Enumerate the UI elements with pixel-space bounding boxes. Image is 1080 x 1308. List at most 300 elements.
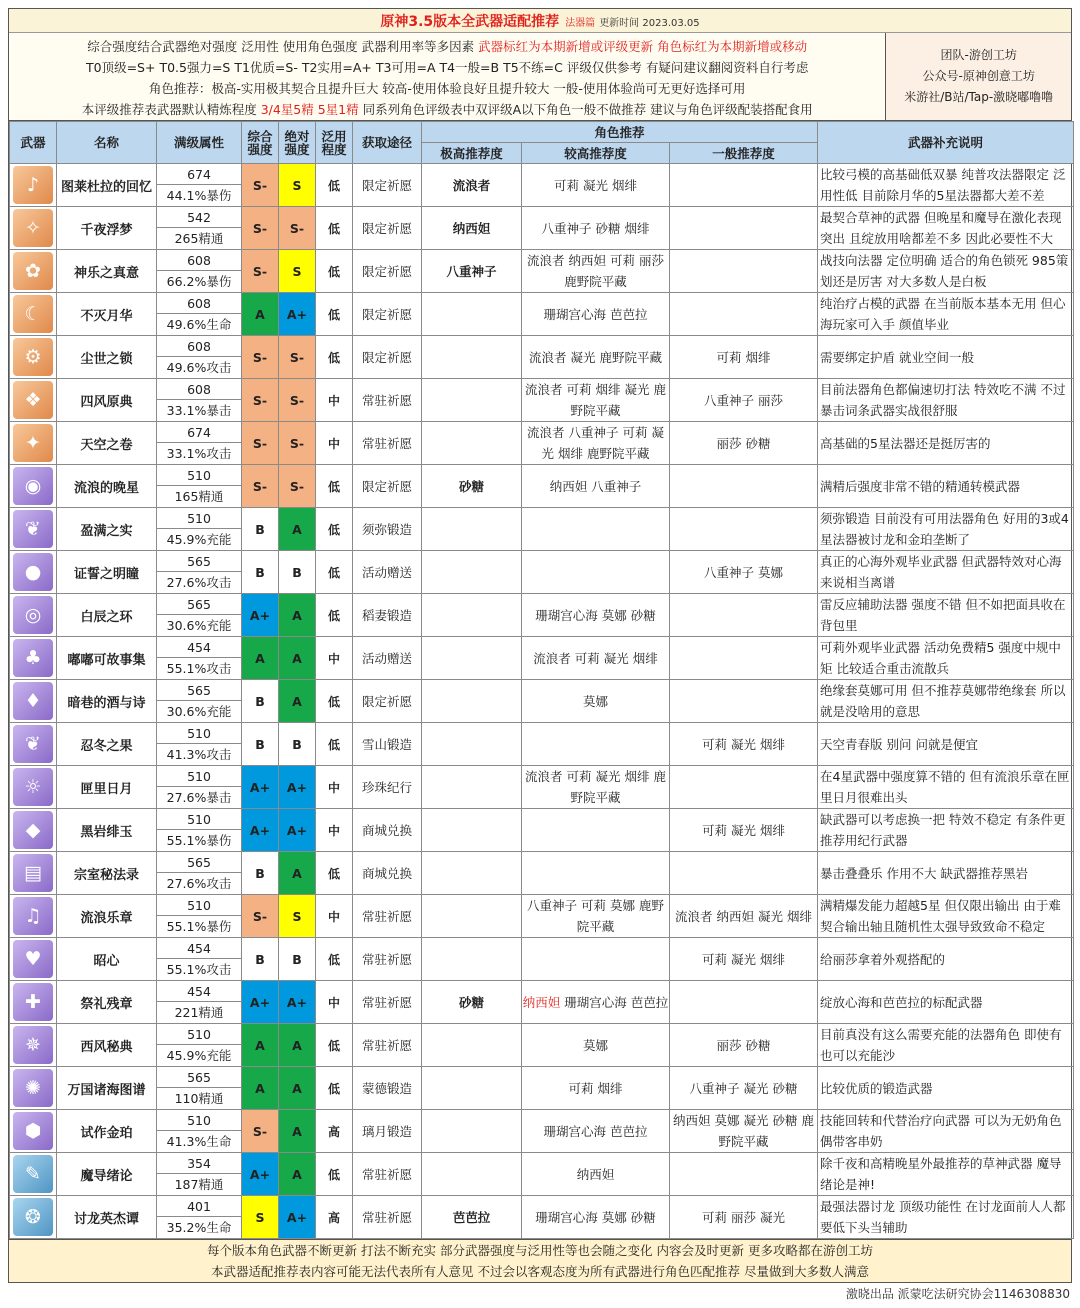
versatility: 低: [316, 207, 353, 250]
title-bar: [9, 9, 1071, 33]
source: 常驻祈愿: [353, 1196, 422, 1239]
rec-mid: [522, 594, 670, 637]
weapon-table: [9, 121, 1074, 1239]
absolute-rank: B: [279, 938, 316, 981]
overall-rank: B: [242, 723, 279, 766]
weapon-note: 须弥锻造 目前没有可用法器角色 好用的3或4星法器被讨龙和金珀垄断了: [818, 508, 1074, 551]
sub-stat: 187精通: [174, 1177, 224, 1192]
weapon-row: [10, 250, 1074, 293]
weapon-name: 暗巷的酒与诗: [57, 680, 157, 723]
weapon-name: 神乐之真意: [57, 250, 157, 293]
weapon-stats: [157, 637, 242, 680]
rec-low: 可莉 凝光 烟绯: [670, 938, 818, 981]
overall-rank: S-: [242, 895, 279, 938]
rec-high: [422, 336, 522, 379]
weapon-stats: [157, 895, 242, 938]
versatility: 低: [316, 680, 353, 723]
credit: 激晓出品 派蒙吃法研究协会1146308830: [845, 1287, 1070, 1301]
weapon-stats: [157, 852, 242, 895]
absolute-rank: B: [279, 723, 316, 766]
weapon-name: 白辰之环: [57, 594, 157, 637]
versatility: 中: [316, 895, 353, 938]
rec-high: [422, 938, 522, 981]
rec-mid: [522, 809, 670, 852]
ritual-icon: ✚: [13, 983, 53, 1021]
weapon-note: 给丽莎拿着外观搭配的: [818, 938, 1074, 981]
col-absolute: 绝对强度: [279, 122, 316, 164]
rec-mid-text: 可莉 烟绯: [568, 1080, 623, 1096]
rec-mid-text: 纳西妲 八重神子: [549, 478, 642, 494]
lamp-icon: ✧: [13, 209, 53, 247]
col-name: 名称: [57, 122, 157, 164]
versatility: 低: [316, 250, 353, 293]
sub-stat: 27.6%攻击: [166, 876, 232, 891]
source: 常驻祈愿: [353, 895, 422, 938]
base-atk: 510: [157, 723, 241, 744]
overall-rank: B: [242, 508, 279, 551]
overall-rank: S-: [242, 1110, 279, 1153]
source: 蒙德锻造: [353, 1067, 422, 1110]
weapon-row: [10, 594, 1074, 637]
versatility: 低: [316, 465, 353, 508]
rec-mid-text: 流浪者 可莉 凝光 烟绯 鹿野院平藏: [525, 769, 666, 805]
rec-high: [422, 422, 522, 465]
weapon-icon-cell: [10, 250, 57, 293]
source: 常驻祈愿: [353, 1024, 422, 1067]
rec-low: [670, 207, 818, 250]
versatility: 低: [316, 938, 353, 981]
rec-mid: [522, 164, 670, 207]
weapon-note: 最强法器讨龙 顶级功能性 在讨龙面前人人都要低下头当辅助: [818, 1196, 1074, 1239]
weapon-row: [10, 680, 1074, 723]
rec-high: [422, 680, 522, 723]
rec-mid: [522, 293, 670, 336]
weapon-icon-cell: [10, 1153, 57, 1196]
rec-mid: [522, 723, 670, 766]
rec-mid: [522, 508, 670, 551]
rec-mid-text: 珊瑚宫心海 芭芭拉: [543, 306, 648, 322]
weapon-stats: [157, 250, 242, 293]
overall-rank: A+: [242, 809, 279, 852]
rec-high: 纳西妲: [422, 207, 522, 250]
weapon-row: [10, 809, 1074, 852]
base-atk: 674: [157, 422, 241, 443]
versatility: 中: [316, 766, 353, 809]
versatility: 低: [316, 508, 353, 551]
info-line-3: 角色推荐：极高-实用极其契合且提升巨大 较高-使用体验良好且提升较大 一般-使用体验尚可无更好选择可用: [148, 81, 746, 96]
rec-mid: [522, 1153, 670, 1196]
header-row-1: [10, 122, 1074, 143]
col-source: 获取途径: [353, 122, 422, 164]
info-line-4: [9, 99, 885, 120]
rec-high: 八重神子: [422, 250, 522, 293]
rec-low: 可莉 凝光 烟绯: [670, 809, 818, 852]
absolute-rank: S-: [279, 422, 316, 465]
weapon-stats: [157, 465, 242, 508]
rec-mid-text: 莫娜: [582, 693, 608, 709]
rec-mid-text: 珊瑚宫心海 莫娜 砂糖: [535, 1209, 656, 1225]
weapon-icon-cell: [10, 1024, 57, 1067]
source: 常驻祈愿: [353, 938, 422, 981]
footer-line-2: 本武器适配推荐表内容可能无法代表所有人意见 不过会以客观态度为所有武器进行角色匹配推荐 尽量做到大多数人满意: [211, 1264, 869, 1279]
base-atk: 565: [157, 1067, 241, 1088]
rec-high: [422, 551, 522, 594]
weapon-row: [10, 637, 1074, 680]
weapon-icon-cell: [10, 594, 57, 637]
base-atk: 510: [157, 1024, 241, 1045]
rec-mid-text: 八重神子 砂糖 烟绯: [541, 220, 650, 236]
weapon-name: 忍冬之果: [57, 723, 157, 766]
info-text: 同系列角色评级表中双评级A以下角色一般不做推荐 建议与角色评级配装搭配食用: [358, 102, 813, 117]
versatility: 低: [316, 336, 353, 379]
rec-low: [670, 981, 818, 1024]
base-atk: 510: [157, 895, 241, 916]
weapon-name: 千夜浮梦: [57, 207, 157, 250]
weapon-note: 可莉外观毕业武器 活动免费精5 强度中规中矩 比较适合重击流散兵: [818, 637, 1074, 680]
versatility: 低: [316, 293, 353, 336]
rec-mid-text: 莫娜: [582, 1037, 608, 1053]
weapon-icon-cell: [10, 293, 57, 336]
absolute-rank: A: [279, 1153, 316, 1196]
weapon-row: [10, 938, 1074, 981]
sub-stat: 49.6%生命: [166, 317, 232, 332]
weapon-icon-cell: [10, 379, 57, 422]
weapon-icon-cell: [10, 207, 57, 250]
weapon-name: 西风秘典: [57, 1024, 157, 1067]
source: 常驻祈愿: [353, 379, 422, 422]
rec-mid: [522, 422, 670, 465]
weapon-icon-cell: [10, 895, 57, 938]
weapon-note: 暴击叠叠乐 作用不大 缺武器推荐黑岩: [818, 852, 1074, 895]
sub-stat: 33.1%攻击: [166, 446, 232, 461]
source: 稻妻锻造: [353, 594, 422, 637]
weapon-row: [10, 336, 1074, 379]
rec-low: [670, 164, 818, 207]
weapon-stats: [157, 293, 242, 336]
source: 活动赠送: [353, 551, 422, 594]
versatility: 中: [316, 981, 353, 1024]
rec-mid: [522, 379, 670, 422]
base-atk: 454: [157, 938, 241, 959]
overall-rank: S-: [242, 164, 279, 207]
versatility: 高: [316, 1110, 353, 1153]
page-title: 原神3.5版本全武器适配推荐: [380, 14, 560, 30]
weapon-name: 祭礼残章: [57, 981, 157, 1024]
source: 雪山锻造: [353, 723, 422, 766]
ocean-map-icon: ✺: [13, 1069, 53, 1107]
sub-stat: 49.6%攻击: [166, 360, 232, 375]
weapon-icon-cell: [10, 422, 57, 465]
rec-mid-text: 流浪者 可莉 凝光 烟绯: [533, 650, 658, 666]
rec-low: [670, 766, 818, 809]
base-atk: 454: [157, 637, 241, 658]
weapon-row: [10, 981, 1074, 1024]
sub-stat: 30.6%充能: [166, 704, 232, 719]
weapon-note: 战技向法器 定位明确 适合的角色锁死 985策划还是厉害 对大多数人是白板: [818, 250, 1074, 293]
rec-mid-new: 纳西妲: [522, 994, 561, 1010]
rec-mid-text: 流浪者 纳西妲 可莉 丽莎 鹿野院平藏: [527, 253, 664, 289]
rec-mid-text: 八重神子 可莉 莫娜 鹿野院平藏: [527, 898, 664, 934]
absolute-rank: S: [279, 164, 316, 207]
base-atk: 354: [157, 1153, 241, 1174]
weapon-note: 满精爆发能力超越5星 但仅限出输出 由于难契合输出轴且随机性太强导致致命不稳定: [818, 895, 1074, 938]
weapon-name: 天空之卷: [57, 422, 157, 465]
versatility: 中: [316, 637, 353, 680]
info-lines: [9, 33, 885, 120]
info-highlight: 武器标红为本期新增或评级更新 角色标红为本期新增或移动: [478, 39, 808, 54]
rec-high: [422, 594, 522, 637]
absolute-rank: A+: [279, 766, 316, 809]
versatility: 低: [316, 1024, 353, 1067]
weapon-icon-cell: [10, 551, 57, 594]
weapon-note: 技能回转和代替治疗向武器 可以为无奶角色偶带客串奶: [818, 1110, 1074, 1153]
base-atk: 608: [157, 250, 241, 271]
fruit-icon: ❦: [13, 510, 53, 548]
rec-low: 丽莎 砂糖: [670, 422, 818, 465]
rec-mid: [522, 938, 670, 981]
overall-rank: S: [242, 1196, 279, 1239]
rec-mid: [522, 1110, 670, 1153]
rec-mid: [522, 852, 670, 895]
sub-stat: 27.6%暴击: [166, 790, 232, 805]
absolute-rank: A: [279, 1067, 316, 1110]
orb-icon: ◉: [13, 467, 53, 505]
magic-guide-icon: ✎: [13, 1155, 53, 1193]
rec-low: [670, 852, 818, 895]
rec-mid: [522, 250, 670, 293]
rec-high: [422, 293, 522, 336]
weapon-icon-cell: [10, 723, 57, 766]
sub-stat: 35.2%生命: [166, 1220, 232, 1235]
source: 限定祈愿: [353, 207, 422, 250]
sub-stat: 41.3%攻击: [166, 747, 232, 762]
weapon-note: 缺武器可以考虑换一把 特效不稳定 有条件更推荐用纪行武器: [818, 809, 1074, 852]
weapon-row: [10, 723, 1074, 766]
absolute-rank: A+: [279, 293, 316, 336]
rec-low: [670, 680, 818, 723]
sub-stat: 110精通: [174, 1091, 224, 1106]
weapon-stats: [157, 336, 242, 379]
rec-mid: [522, 336, 670, 379]
absolute-rank: A: [279, 852, 316, 895]
base-atk: 608: [157, 293, 241, 314]
source: 限定祈愿: [353, 680, 422, 723]
info-text: 本评级推荐表武器默认精炼程度: [81, 102, 261, 117]
sub-stat: 30.6%充能: [166, 618, 232, 633]
bell-icon: ♪: [13, 166, 53, 204]
weapon-row: [10, 1110, 1074, 1153]
weapon-icon-cell: [10, 637, 57, 680]
weapon-icon-cell: [10, 938, 57, 981]
absolute-rank: A+: [279, 809, 316, 852]
rec-mid: [522, 895, 670, 938]
rec-high: [422, 1024, 522, 1067]
source: 限定祈愿: [353, 465, 422, 508]
weapon-icon-cell: [10, 1196, 57, 1239]
rec-low: 可莉 丽莎 凝光: [670, 1196, 818, 1239]
col-notes: 武器补充说明: [818, 122, 1074, 164]
team-name: 团队-游创工坊: [940, 48, 1017, 62]
overall-rank: S-: [242, 336, 279, 379]
sub-stat: 55.1%攻击: [166, 661, 232, 676]
rec-mid: [522, 680, 670, 723]
rec-mid: [522, 1067, 670, 1110]
weapon-icon-cell: [10, 508, 57, 551]
weapon-note: 绽放心海和芭芭拉的标配武器: [818, 981, 1074, 1024]
absolute-rank: A: [279, 594, 316, 637]
sub-stat: 44.1%暴伤: [166, 188, 232, 203]
absolute-rank: S-: [279, 336, 316, 379]
sub-stat: 66.2%暴伤: [166, 274, 232, 289]
overall-rank: A: [242, 293, 279, 336]
absolute-rank: S-: [279, 379, 316, 422]
rec-low: 八重神子 凝光 砂糖: [670, 1067, 818, 1110]
rec-mid: [522, 1024, 670, 1067]
sun-icon: ☼: [13, 768, 53, 806]
versatility: 中: [316, 809, 353, 852]
rec-low: 纳西妲 莫娜 凝光 砂糖 鹿野院平藏: [670, 1110, 818, 1153]
sub-stat: 265精通: [174, 231, 224, 246]
weapon-note: 需要绑定护盾 就业空间一般: [818, 336, 1074, 379]
weapon-note: 高基础的5星法器还是挺厉害的: [818, 422, 1074, 465]
rec-high: [422, 508, 522, 551]
source: 璃月锻造: [353, 1110, 422, 1153]
versatility: 低: [316, 551, 353, 594]
moon-icon: ☾: [13, 295, 53, 333]
weapon-stats: [157, 508, 242, 551]
base-atk: 510: [157, 1110, 241, 1131]
weapon-stats: [157, 938, 242, 981]
overall-rank: A: [242, 1024, 279, 1067]
overall-rank: A: [242, 1067, 279, 1110]
rec-low: 可莉 烟绯: [670, 336, 818, 379]
weapon-row: [10, 508, 1074, 551]
base-atk: 565: [157, 852, 241, 873]
base-atk: 565: [157, 551, 241, 572]
base-atk: 510: [157, 508, 241, 529]
page-subtitle: 法器篇: [565, 18, 596, 29]
rec-mid-text: 珊瑚宫心海 芭芭拉: [543, 1123, 648, 1139]
weapon-icon-cell: [10, 809, 57, 852]
weapon-row: [10, 766, 1074, 809]
rec-high: [422, 766, 522, 809]
rec-high: 流浪者: [422, 164, 522, 207]
amber-icon: ⬢: [13, 1112, 53, 1150]
weapon-name: 尘世之锁: [57, 336, 157, 379]
weapon-icon-cell: [10, 1110, 57, 1153]
rec-low: 流浪者 纳西妲 凝光 烟绯: [670, 895, 818, 938]
absolute-rank: S: [279, 250, 316, 293]
rec-low: [670, 508, 818, 551]
weapon-name: 不灭月华: [57, 293, 157, 336]
absolute-rank: S: [279, 895, 316, 938]
rec-mid: [522, 981, 670, 1024]
music-icon: ♫: [13, 897, 53, 935]
source: 限定祈愿: [353, 164, 422, 207]
weapon-name: 魔导绪论: [57, 1153, 157, 1196]
versatility: 低: [316, 594, 353, 637]
weapon-row: [10, 293, 1074, 336]
source: 限定祈愿: [353, 250, 422, 293]
jade-icon: ◆: [13, 811, 53, 849]
weapon-rows: [10, 164, 1074, 1239]
weapon-name: 讨龙英杰谭: [57, 1196, 157, 1239]
fruit-icon: ❦: [13, 725, 53, 763]
base-atk: 454: [157, 981, 241, 1002]
rec-mid-text: 纳西妲: [576, 1166, 615, 1182]
rec-mid: [522, 207, 670, 250]
sub-stat: 33.1%暴击: [166, 403, 232, 418]
rec-mid: [522, 551, 670, 594]
base-atk: 510: [157, 766, 241, 787]
sub-stat: 55.1%暴伤: [166, 833, 232, 848]
rec-high: [422, 1153, 522, 1196]
sub-stat: 55.1%暴伤: [166, 919, 232, 934]
weapon-icon-cell: [10, 465, 57, 508]
weapon-note: 绝缘套莫娜可用 但不推荐莫娜带绝缘套 所以就是没啥用的意思: [818, 680, 1074, 723]
weapon-note: 最契合草神的武器 但晚星和魔导在激化表现突出 且绽放用啥都差不多 因此必要性不大: [818, 207, 1074, 250]
weapon-note: 目前法器角色都偏速切打法 特效吃不满 不过暴击词条武器实战很舒服: [818, 379, 1074, 422]
ring-icon: ◎: [13, 596, 53, 634]
weapon-row: [10, 422, 1074, 465]
overall-rank: B: [242, 680, 279, 723]
overall-rank: S-: [242, 207, 279, 250]
source: 常驻祈愿: [353, 981, 422, 1024]
col-versatility: 泛用程度: [316, 122, 353, 164]
absolute-rank: A: [279, 508, 316, 551]
rec-high: [422, 852, 522, 895]
weapon-stats: [157, 1024, 242, 1067]
weapon-stats: [157, 723, 242, 766]
rec-low: [670, 637, 818, 680]
weapon-stats: [157, 1196, 242, 1239]
versatility: 低: [316, 723, 353, 766]
rec-mid: [522, 1196, 670, 1239]
info-panel: [9, 33, 1071, 121]
overall-rank: S-: [242, 422, 279, 465]
sky-book-icon: ✦: [13, 424, 53, 462]
sub-stat: 165精通: [174, 489, 224, 504]
overall-rank: A+: [242, 766, 279, 809]
weapon-icon-cell: [10, 680, 57, 723]
heart-icon: ♥: [13, 940, 53, 978]
update-date: 更新时间 2023.03.05: [599, 18, 700, 29]
weapon-name: 流浪的晚星: [57, 465, 157, 508]
rec-mid-text: 流浪者 可莉 烟绯 凝光 鹿野院平藏: [525, 382, 666, 418]
weapon-name: 四风原典: [57, 379, 157, 422]
rec-mid-text: 珊瑚宫心海 芭芭拉: [564, 994, 669, 1010]
rec-high: [422, 379, 522, 422]
base-atk: 542: [157, 207, 241, 228]
weapon-icon-cell: [10, 164, 57, 207]
overall-rank: A: [242, 637, 279, 680]
rec-high: 砂糖: [422, 465, 522, 508]
col-rec-low: 一般推荐度: [670, 143, 818, 164]
source: 商城兑换: [353, 852, 422, 895]
wine-book-icon: ♦: [13, 682, 53, 720]
col-rec: 角色推荐: [422, 122, 818, 143]
base-atk: 608: [157, 379, 241, 400]
rec-low: [670, 594, 818, 637]
weapon-note: 雷反应辅助法器 强度不错 但不如把面具收在背包里: [818, 594, 1074, 637]
versatility: 低: [316, 1067, 353, 1110]
base-atk: 401: [157, 1196, 241, 1217]
versatility: 高: [316, 1196, 353, 1239]
weapon-note: 纯治疗占模的武器 在当前版本基本无用 但心海玩家可入手 颜值毕业: [818, 293, 1074, 336]
overall-rank: B: [242, 551, 279, 594]
sub-stat: 55.1%攻击: [166, 962, 232, 977]
source: 常驻祈愿: [353, 1153, 422, 1196]
